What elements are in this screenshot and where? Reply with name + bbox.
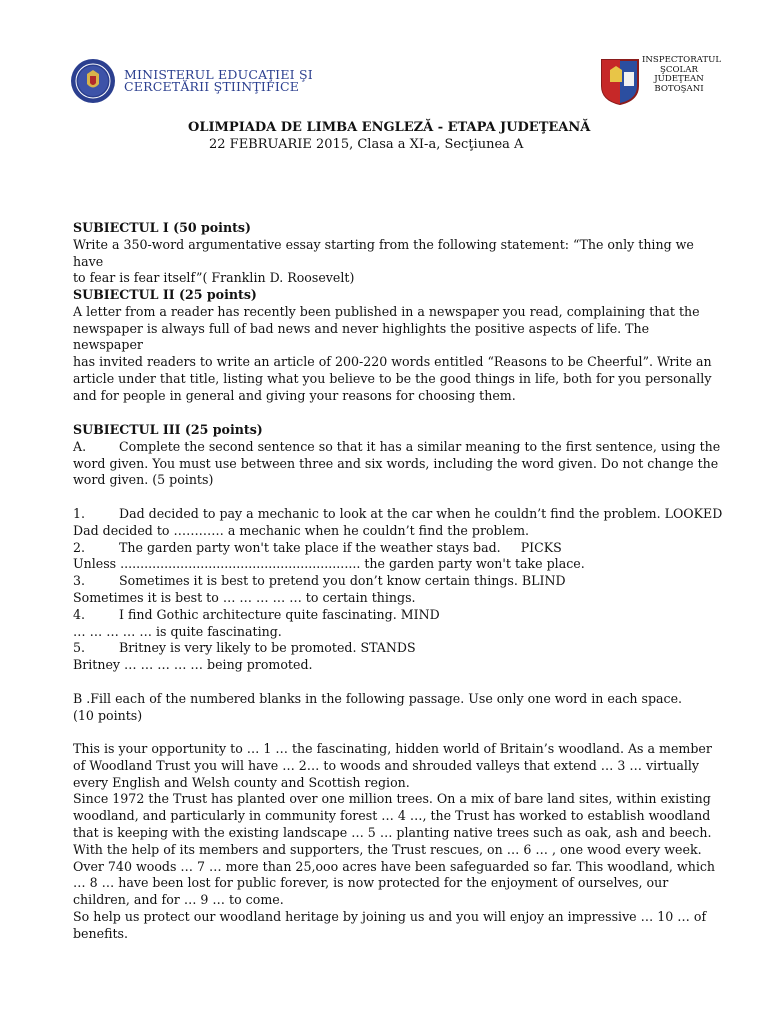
item-text: Britney is very likely to be promoted. STANDS xyxy=(119,640,416,656)
ministry-seal-icon xyxy=(70,58,116,104)
subject-2-heading: SUBIECTUL II (25 points) xyxy=(73,287,257,302)
item-text: The garden party won't take place if the weather stays bad. PICKS xyxy=(119,539,562,555)
subject-1 xyxy=(73,220,723,287)
passage-line: of Woodland Trust you will have … 2… to woods and shrouded valleys that extend … 3 … virtually xyxy=(73,757,699,773)
passage-line: woodland, and particularly in community forest … 4 …, the Trust has worked to establish woodland xyxy=(73,808,711,824)
ministry-line-2: CERCETĂRII ŞTIINŢIFICE xyxy=(124,79,300,94)
part-a-text: word given. (5 points) xyxy=(73,472,214,488)
passage-line: benefits. xyxy=(73,925,129,941)
item-second-sentence: Unless ............................................................ the garden party won't take place. xyxy=(73,556,585,572)
subject-2-text: A letter from a reader has recently been published in a newspaper you read, complaining that the xyxy=(73,303,700,319)
inspectorate-line: JUDEŢEAN xyxy=(654,74,704,84)
ministry-name xyxy=(124,66,313,94)
part-b-text: B .Fill each of the numbered blanks in the following passage. Use only one word in each space. xyxy=(73,691,683,706)
subject-2-text: has invited readers to write an article of 200-220 words entitled “Reasons to be Cheerful”. Write an xyxy=(73,354,712,370)
passage-line: that is keeping with the existing landscape … 5 … planting native trees such as oak, ash and beech. xyxy=(73,824,712,840)
subject-2-text: and for people in general and giving your reasons for choosing them. xyxy=(73,387,516,403)
part-b-points: (10 points) xyxy=(73,707,143,723)
subject-1-text: Write a 350-word argumentative essay starting from the following statement: “The only thing we have xyxy=(73,236,694,269)
inspectorate-name xyxy=(642,55,722,94)
item-first-sentence xyxy=(73,540,723,557)
subject-2-text: newspaper is always full of bad news and never highlights the positive aspects of life. The newspaper xyxy=(73,320,650,353)
part-a-text: word given. You must use between three and six words, including the word given. Do not change the xyxy=(73,455,719,471)
subject-2 xyxy=(73,287,723,405)
inspectorate-line: ŞCOLAR xyxy=(660,64,698,75)
item-second-sentence: Sometimes it is best to … … … … … to certain things. xyxy=(73,589,416,605)
passage-line: Since 1972 the Trust has planted over one million trees. On a mix of bare land sites, within existing xyxy=(73,791,711,807)
subject-2-text: article under that title, listing what you believe to be the good things in life, both for you personally xyxy=(73,370,712,386)
subject-3-heading: SUBIECTUL III (25 points) xyxy=(73,422,263,437)
passage-line: With the help of its members and supporters, the Trust rescues, on … 6 … , one wood every week. xyxy=(73,841,702,857)
inspectorate-logo xyxy=(600,55,722,106)
part-a-label: A. xyxy=(73,438,87,454)
part-a-instruction xyxy=(73,439,723,456)
item-number: 1. xyxy=(73,506,86,521)
item-second-sentence: … … … … … is quite fascinating. xyxy=(73,623,282,639)
inspectorate-crest-icon xyxy=(600,56,640,106)
item-first-sentence xyxy=(73,640,723,657)
part-a-text: Complete the second sentence so that it has a similar meaning to the first sentence, using the xyxy=(119,438,721,454)
inspectorate-line: INSPECTORATUL xyxy=(642,55,722,65)
document-title: OLIMPIADA DE LIMBA ENGLEZĂ - ETAPA JUDEŢEANĂ xyxy=(188,120,591,135)
item-number: 3. xyxy=(73,573,86,589)
item-number: 5. xyxy=(73,640,86,656)
passage-line: So help us protect our woodland heritage by joining us and you will enjoy an impressive … 10 … of xyxy=(73,908,707,924)
ministry-logo xyxy=(70,58,313,104)
passage-line: every English and Welsh county and Scottish region. xyxy=(73,774,410,790)
item-second-sentence: Dad decided to ………… a mechanic when he couldn’t find the problem. xyxy=(73,522,530,538)
passage-line: … 8 … have been lost for public forever, is now protected for the enjoyment of ourselves, our xyxy=(73,875,669,891)
transformation-items xyxy=(73,506,723,674)
part-b-instruction xyxy=(73,691,723,725)
item-text: Dad decided to pay a mechanic to look at the car when he couldn’t find the problem. LOOKED xyxy=(119,506,723,521)
item-number: 2. xyxy=(73,539,86,555)
item-text: I find Gothic architecture quite fascinating. MIND xyxy=(119,606,440,622)
item-first-sentence xyxy=(73,607,723,624)
passage-line: This is your opportunity to … 1 … the fascinating, hidden world of Britain’s woodland. As a member xyxy=(73,741,712,756)
passage-line: Over 740 woods … 7 … more than 25,ooo acres have been safeguarded so far. This woodland, which xyxy=(73,858,716,874)
item-first-sentence xyxy=(73,573,723,590)
item-first-sentence xyxy=(73,506,723,523)
item-text: Sometimes it is best to pretend you don’t know certain things. BLIND xyxy=(119,573,566,589)
cloze-passage xyxy=(73,741,723,943)
subject-3 xyxy=(73,422,723,489)
item-second-sentence: Britney … … … … … being promoted. xyxy=(73,657,313,673)
subject-1-text: to fear is fear itself”( Franklin D. Roosevelt) xyxy=(73,270,355,286)
ministry-line-1: MINISTERUL EDUCAŢIEI ŞI xyxy=(124,66,313,82)
passage-line: children, and for … 9 … to come. xyxy=(73,892,284,908)
inspectorate-line: BOTOŞANI xyxy=(654,83,704,94)
subject-1-heading: SUBIECTUL I (50 points) xyxy=(73,220,251,235)
item-number: 4. xyxy=(73,606,86,622)
document-subtitle: 22 FEBRUARIE 2015, Clasa a XI-a, Secţiunea A xyxy=(209,137,524,152)
